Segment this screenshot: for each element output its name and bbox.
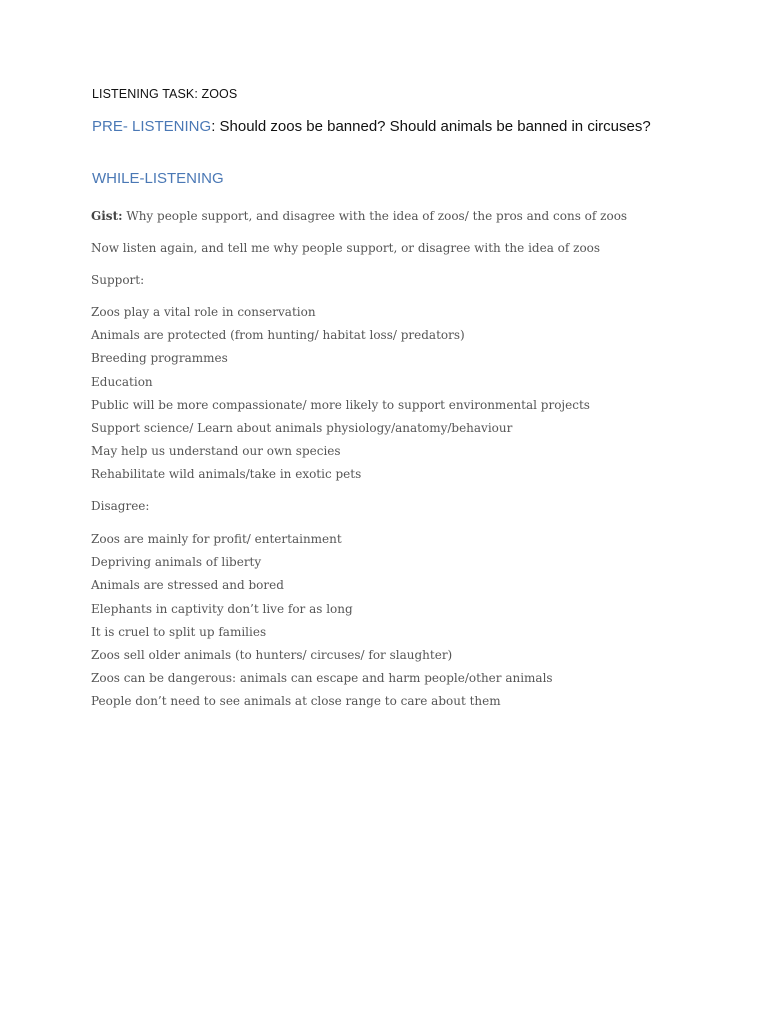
list-item: Zoos are mainly for profit/ entertainment <box>91 532 342 546</box>
list-item: Education <box>91 374 153 389</box>
disagree-list <box>91 528 553 714</box>
list-item: Zoos can be dangerous: animals can escape and harm people/other animals <box>91 671 553 686</box>
gist-label: Gist: <box>91 209 123 223</box>
gist-line <box>91 209 627 223</box>
list-item: Animals are stressed and bored <box>91 578 284 593</box>
disagree-heading: Disagree: <box>91 499 150 513</box>
support-list <box>91 301 590 487</box>
list-item: Breeding programmes <box>91 351 228 366</box>
pre-listening-colon: : <box>211 118 216 135</box>
list-item: May help us understand our own species <box>91 444 341 459</box>
list-item: People don’t need to see animals at close range to care about them <box>91 694 501 709</box>
gist-text: Why people support, and disagree with the idea of zoos/ the pros and cons of zoos <box>122 209 628 223</box>
support-heading: Support: <box>91 273 145 287</box>
pre-listening-question <box>92 115 652 138</box>
list-item: Public will be more compassionate/ more likely to support environmental projects <box>91 397 590 412</box>
pre-listening-text: Should zoos be banned? Should animals be banned in circuses? <box>215 118 651 135</box>
list-item: Support science/ Learn about animals physiology/anatomy/behaviour <box>91 420 513 435</box>
list-item: Depriving animals of liberty <box>91 555 262 570</box>
instruction-line: Now listen again, and tell me why people support, or disagree with the idea of zoos <box>91 241 601 255</box>
list-item: Animals are protected (from hunting/ habitat loss/ predators) <box>91 328 465 343</box>
list-item: Zoos play a vital role in conservation <box>91 305 316 319</box>
list-item: Zoos sell older animals (to hunters/ circuses/ for slaughter) <box>91 647 453 662</box>
while-listening-heading: WHILE-LISTENING <box>92 170 224 187</box>
list-item: It is cruel to split up families <box>91 624 267 639</box>
list-item: Elephants in captivity don’t live for as long <box>91 601 353 616</box>
list-item: Rehabilitate wild animals/take in exotic pets <box>91 467 362 482</box>
pre-listening-label: PRE- LISTENING <box>92 118 212 135</box>
document-title: LISTENING TASK: ZOOS <box>92 87 238 101</box>
